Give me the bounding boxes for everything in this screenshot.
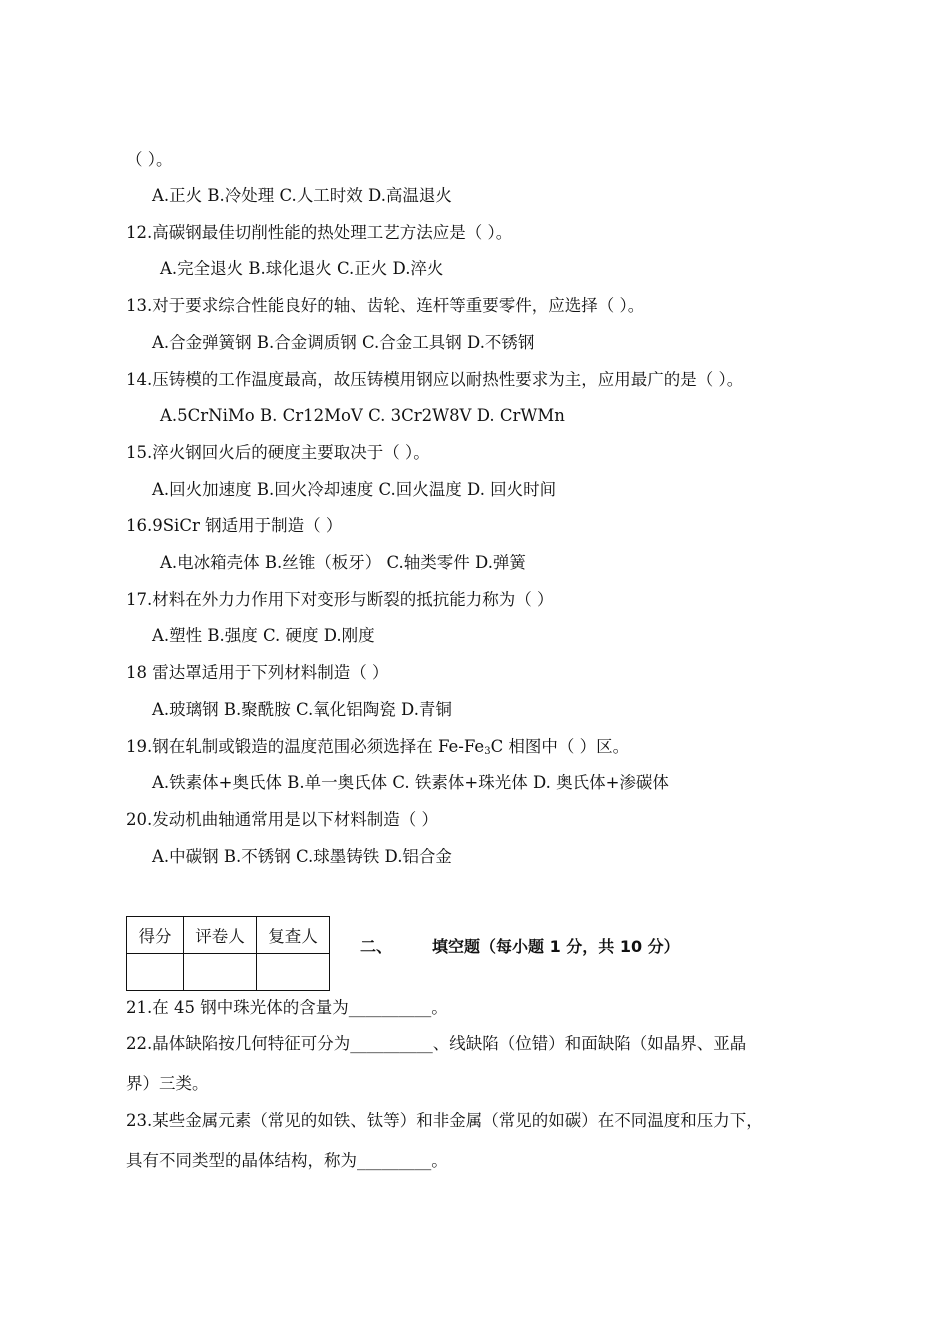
question-17: 17.材料在外力力作用下对变形与断裂的抵抗能力称为（ ） xyxy=(126,590,554,609)
subscript-3: 3 xyxy=(484,746,491,757)
grader-header: 评卷人 xyxy=(184,917,257,954)
section-heading xyxy=(360,934,680,957)
reviewer-header: 复查人 xyxy=(257,917,330,954)
question-20-options: A.中碳钢 B.不锈钢 C.球墨铸铁 D.铝合金 xyxy=(152,847,452,866)
question-18-options: A.玻璃钢 B.聚酰胺 C.氧化铝陶瓷 D.青铜 xyxy=(152,700,452,719)
score-header: 得分 xyxy=(127,917,184,954)
question-21: 21.在 45 钢中珠光体的含量为__________。 xyxy=(126,998,448,1017)
question-13-options: A.合金弹簧钢 B.合金调质钢 C.合金工具钢 D.不锈钢 xyxy=(152,333,535,352)
question-13: 13.对于要求综合性能良好的轴、齿轮、连杆等重要零件，应选择（ ）。 xyxy=(126,296,645,315)
question-16: 16.9SiCr 钢适用于制造（ ） xyxy=(126,516,343,535)
question-15: 15.淬火钢回火后的硬度主要取决于（ ）。 xyxy=(126,443,430,462)
question-19-options: A.铁素体+奥氏体 B.单一奥氏体 C. 铁素体+珠光体 D. 奥氏体+渗碳体 xyxy=(152,773,669,792)
question-16-options: A.电冰箱壳体 B.丝锥（板牙） C.轴类零件 D.弹簧 xyxy=(160,553,526,572)
question-15-options: A.回火加速度 B.回火冷却速度 C.回火温度 D. 回火时间 xyxy=(152,480,557,499)
question-23: 23.某些金属元素（常见的如铁、钛等）和非金属（常见的如碳）在不同温度和压力下， xyxy=(126,1111,763,1130)
question-17-options: A.塑性 B.强度 C. 硬度 D.刚度 xyxy=(152,626,375,645)
question-12-options: A.完全退火 B.球化退火 C.正火 D.淬火 xyxy=(160,259,444,278)
question-14: 14.压铸模的工作温度最高，故压铸模用钢应以耐热性要求为主，应用最广的是（ ）。 xyxy=(126,370,744,389)
question-18: 18 雷达罩适用于下列材料制造（ ） xyxy=(126,663,389,682)
question-19-text: 19.钢在轧制或锻造的温度范围必须选择在 Fe-Fe xyxy=(126,737,485,756)
question-14-options: A.5CrNiMo B. Cr12MoV C. 3Cr2W8V D. CrWMn xyxy=(160,406,565,425)
reviewer-cell xyxy=(257,954,330,991)
question-11-tail: （ ）。 xyxy=(126,150,173,169)
question-19 xyxy=(126,736,629,763)
question-11-options: A.正火 B.冷处理 C.人工时效 D.高温退火 xyxy=(152,186,452,205)
score-cell xyxy=(127,954,184,991)
question-23-cont: 具有不同类型的晶体结构，称为_________。 xyxy=(126,1151,448,1170)
section-title: 填空题（每小题 1 分，共 10 分） xyxy=(432,937,680,956)
question-19-text-end: C 相图中（ ）区。 xyxy=(490,737,630,756)
question-12: 12.高碳钢最佳切削性能的热处理工艺方法应是（ ）。 xyxy=(126,223,513,242)
grader-cell xyxy=(184,954,257,991)
score-table xyxy=(126,916,330,991)
question-20: 20.发动机曲轴通常用是以下材料制造（ ） xyxy=(126,810,438,829)
question-22: 22.晶体缺陷按几何特征可分为__________、线缺陷（位错）和面缺陷（如晶界、亚晶 xyxy=(126,1034,747,1053)
question-22-cont: 界）三类。 xyxy=(126,1074,209,1093)
section-number: 二、 xyxy=(360,937,393,956)
